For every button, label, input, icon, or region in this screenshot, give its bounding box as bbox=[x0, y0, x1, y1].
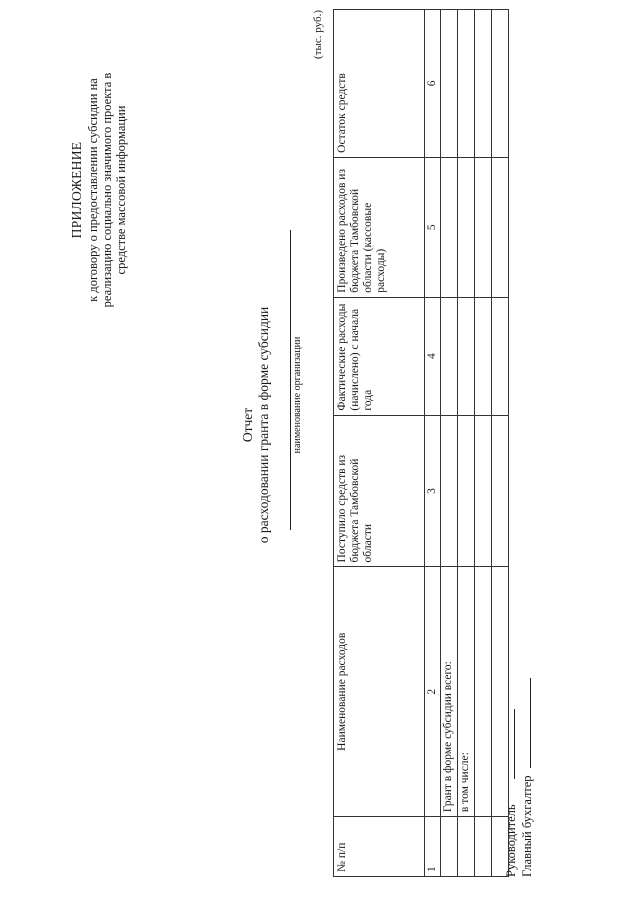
appendix-line-1: к договору о предоставлении субсидии на bbox=[86, 78, 100, 302]
header-cash-expenses: Произведено расходов из бюджета Тамбовской области (кассовые расходы) bbox=[334, 157, 425, 297]
table-cell bbox=[475, 415, 492, 567]
signature-accountant-label: Главный бухгалтер bbox=[520, 775, 534, 877]
signature-accountant bbox=[519, 577, 535, 877]
table-row bbox=[475, 10, 492, 877]
table-cell bbox=[441, 817, 458, 877]
column-number: 4 bbox=[425, 297, 441, 415]
table-cell bbox=[475, 297, 492, 415]
report-title: Отчет bbox=[240, 407, 255, 443]
header-expense-name: Наименование расходов bbox=[334, 567, 425, 817]
table-row bbox=[441, 10, 458, 877]
table-cell bbox=[441, 157, 458, 297]
column-number: 1 bbox=[425, 817, 441, 877]
row-label: Грант в форме субсидии всего: bbox=[441, 567, 458, 817]
organization-name-line bbox=[290, 230, 291, 530]
column-number: 3 bbox=[425, 415, 441, 567]
table-cell bbox=[492, 157, 509, 297]
row-label: в том числе: bbox=[458, 567, 475, 817]
table-cell bbox=[458, 297, 475, 415]
units-label: (тыс. руб.) bbox=[312, 10, 324, 59]
expense-report-table bbox=[333, 9, 509, 877]
table-cell bbox=[492, 415, 509, 567]
table-cell bbox=[441, 297, 458, 415]
table-cell bbox=[475, 817, 492, 877]
signature-line bbox=[519, 678, 531, 768]
report-subtitle: о расходовании гранта в форме субсидии bbox=[256, 306, 271, 544]
header-number: № п/п bbox=[334, 817, 425, 877]
table-cell bbox=[458, 157, 475, 297]
appendix-heading: ПРИЛОЖЕНИЕ bbox=[69, 141, 84, 239]
header-balance: Остаток средств bbox=[334, 10, 425, 158]
signature-block bbox=[503, 577, 535, 877]
table-cell bbox=[475, 10, 492, 158]
table-header-row bbox=[334, 10, 425, 877]
header-actual-expenses: Фактические расходы (начислено) с начала года bbox=[334, 297, 425, 415]
table-cell bbox=[441, 10, 458, 158]
row-label bbox=[475, 567, 492, 817]
table-cell bbox=[458, 10, 475, 158]
signature-head-label: Руководитель bbox=[504, 804, 518, 877]
signature-line bbox=[503, 709, 515, 779]
appendix-block bbox=[70, 30, 128, 350]
signature-head bbox=[503, 577, 519, 877]
report-title-block bbox=[240, 275, 272, 575]
table-cell bbox=[458, 415, 475, 567]
table-cell bbox=[492, 10, 509, 158]
header-received-funds: Поступило средств из бюджета Тамбовской области bbox=[334, 415, 425, 567]
table-cell bbox=[492, 297, 509, 415]
appendix-line-3: средстве массовой информации bbox=[114, 105, 128, 275]
table-cell bbox=[441, 415, 458, 567]
organization-caption: наименование организации bbox=[292, 336, 303, 454]
table-cell bbox=[475, 157, 492, 297]
column-number: 5 bbox=[425, 157, 441, 297]
column-number: 2 bbox=[425, 567, 441, 817]
appendix-line-2: реализацию социально значимого проекта в bbox=[100, 72, 114, 308]
table-cell bbox=[458, 817, 475, 877]
column-number-row bbox=[425, 10, 441, 877]
table-row bbox=[458, 10, 475, 877]
column-number: 6 bbox=[425, 10, 441, 158]
